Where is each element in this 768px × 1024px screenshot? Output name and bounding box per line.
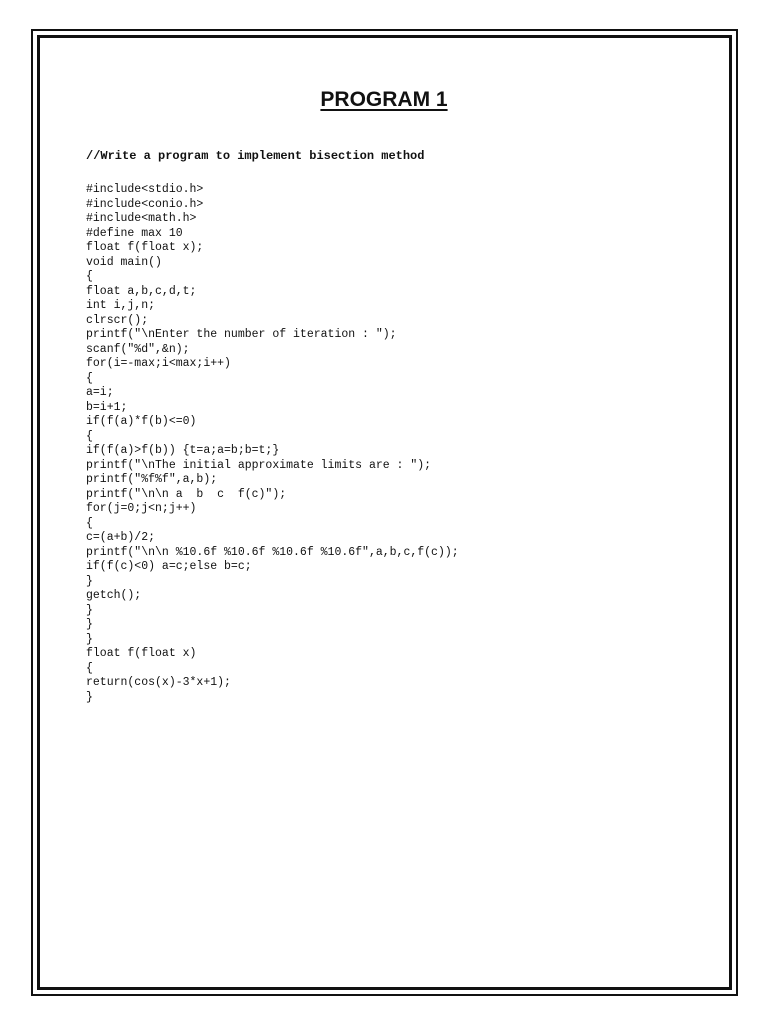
code-line: scanf("%d",&n); [86,342,190,356]
code-line: { [86,661,93,675]
code-line: #include<stdio.h> [86,183,204,196]
code-line: #include<conio.h> [86,197,204,211]
code-line: } [86,574,93,588]
code-line: a=i; [86,386,114,399]
page-title: PROGRAM 1 [320,88,448,111]
code-line: getch(); [86,589,142,602]
code-line: #define max 10 [86,226,183,240]
program-description-comment: //Write a program to implement bisection method [86,149,425,163]
code-line: for(j=0;j<n;j++) [86,502,197,515]
code-line: clrscr(); [86,313,149,327]
code-block [86,183,459,705]
code-line: void main() [86,255,162,269]
code-line: } [86,690,93,704]
code-line: return(cos(x)-3*x+1); [86,676,231,689]
code-line: if(f(a)*f(b)<=0) [86,415,197,428]
code-line: b=i+1; [86,400,128,414]
code-line: } [86,632,93,646]
code-line: { [86,371,93,385]
code-line: printf("\n\n a b c f(c)"); [86,487,287,501]
code-line: printf("\nEnter the number of iteration : "); [86,328,397,341]
code-line: } [86,603,93,617]
code-line: #include<math.h> [86,212,197,225]
code-line: printf("%f%f",a,b); [86,473,218,486]
code-line: { [86,270,93,283]
code-line: if(f(a)>f(b)) {t=a;a=b;b=t;} [86,444,280,457]
code-line: printf("\n\n %10.6f %10.6f %10.6f %10.6f",a,b,c,f(c)); [86,545,459,559]
code-line: { [86,516,93,530]
code-line: printf("\nThe initial approximate limits are : "); [86,458,432,472]
code-line: } [86,618,93,631]
code-line: float a,b,c,d,t; [86,284,197,298]
code-line: float f(float x); [86,241,204,254]
code-line: if(f(c)<0) a=c;else b=c; [86,560,252,573]
code-line: for(i=-max;i<max;i++) [86,357,231,370]
code-line: { [86,429,93,443]
code-line: float f(float x) [86,647,197,660]
code-line: c=(a+b)/2; [86,531,156,544]
code-line: int i,j,n; [86,299,156,312]
